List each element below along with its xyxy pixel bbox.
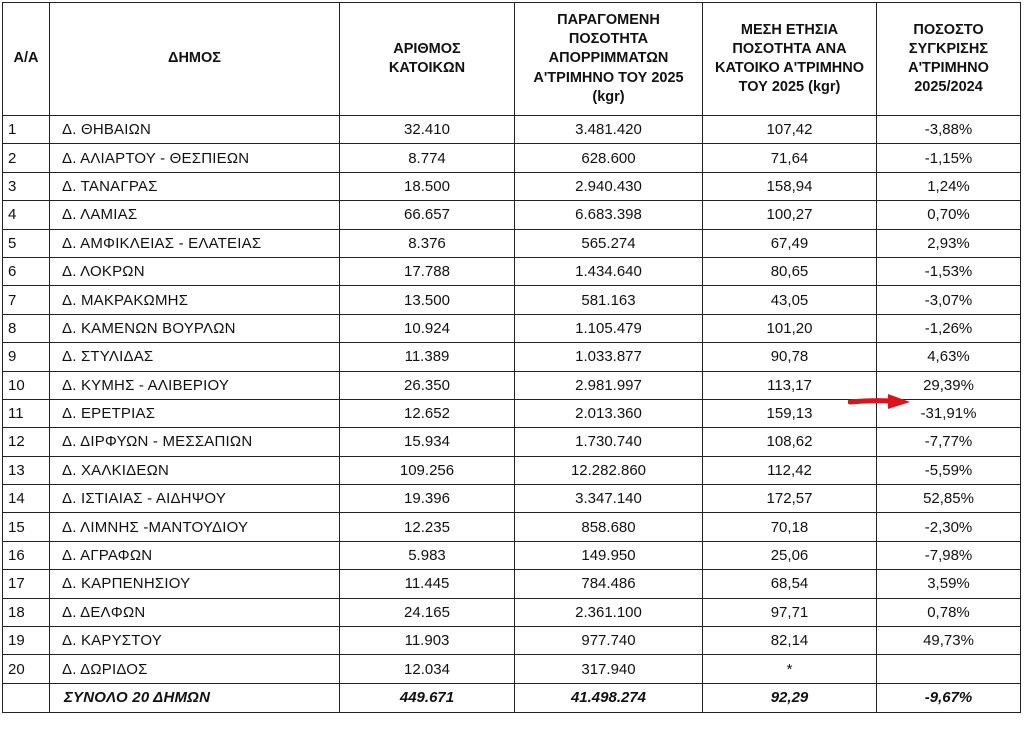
table-row	[3, 485, 1021, 513]
table-row	[3, 343, 1021, 371]
cell-pososto: -5,59%	[877, 456, 1021, 484]
cell-posotita: 565.274	[515, 229, 703, 257]
header-posotita: ΠΑΡΑΓΟΜΕΝΗ ΠΟΣΟΤΗΤΑ ΑΠΟΡΡΙΜΜΑΤΩΝ Α'ΤΡΙΜΗΝΟ ΤΟΥ 2025 (kgr)	[515, 3, 703, 116]
cell-posotita: 2.981.997	[515, 371, 703, 399]
header-pososto: ΠΟΣΟΣΤΟ ΣΥΓΚΡΙΣΗΣ Α'ΤΡΙΜΗΝΟ 2025/2024	[877, 3, 1021, 116]
cell-pososto: -7,77%	[877, 428, 1021, 456]
cell-aa: 5	[3, 229, 50, 257]
cell-aa: 4	[3, 201, 50, 229]
cell-dimos: Δ. ΤΑΝΑΓΡΑΣ	[50, 172, 340, 200]
cell-pososto: -1,15%	[877, 144, 1021, 172]
cell-aa: 9	[3, 343, 50, 371]
cell-dimos: Δ. ΛΟΚΡΩΝ	[50, 257, 340, 285]
cell-posotita: 581.163	[515, 286, 703, 314]
cell-pososto: 29,39%	[877, 371, 1021, 399]
cell-dimos: Δ. ΘΗΒΑΙΩΝ	[50, 116, 340, 144]
cell-pososto: -3,07%	[877, 286, 1021, 314]
cell-dimos: Δ. ΔΕΛΦΩΝ	[50, 598, 340, 626]
cell-posotita: 2.940.430	[515, 172, 703, 200]
cell-dimos: Δ. ΣΤΥΛΙΔΑΣ	[50, 343, 340, 371]
cell-mesi: 68,54	[703, 570, 877, 598]
cell-katoikoi: 11.389	[340, 343, 515, 371]
total-posotita: 41.498.274	[515, 683, 703, 712]
cell-dimos: Δ. ΑΓΡΑΦΩΝ	[50, 541, 340, 569]
header-mesi: ΜΕΣΗ ΕΤΗΣΙΑ ΠΟΣΟΤΗΤΑ ΑΝΑ ΚΑΤΟΙΚΟ Α'ΤΡΙΜΗΝΟ ΤΟΥ 2025 (kgr)	[703, 3, 877, 116]
cell-mesi: 25,06	[703, 541, 877, 569]
header-aa: Α/Α	[3, 3, 50, 116]
total-row	[3, 683, 1021, 712]
cell-dimos: Δ. ΧΑΛΚΙΔΕΩΝ	[50, 456, 340, 484]
cell-katoikoi: 18.500	[340, 172, 515, 200]
cell-pososto: 3,59%	[877, 570, 1021, 598]
cell-katoikoi: 12.652	[340, 399, 515, 427]
red-arrow-right-icon	[848, 392, 912, 412]
cell-aa: 10	[3, 371, 50, 399]
cell-aa: 15	[3, 513, 50, 541]
cell-aa: 7	[3, 286, 50, 314]
table-row	[3, 627, 1021, 655]
cell-aa: 3	[3, 172, 50, 200]
cell-dimos: Δ. ΙΣΤΙΑΙΑΣ - ΑΙΔΗΨΟΥ	[50, 485, 340, 513]
cell-mesi: 82,14	[703, 627, 877, 655]
cell-katoikoi: 24.165	[340, 598, 515, 626]
cell-mesi: 80,65	[703, 257, 877, 285]
cell-aa: 18	[3, 598, 50, 626]
cell-katoikoi: 15.934	[340, 428, 515, 456]
cell-mesi: *	[703, 655, 877, 683]
table-row	[3, 456, 1021, 484]
cell-aa: 6	[3, 257, 50, 285]
cell-posotita: 3.347.140	[515, 485, 703, 513]
table-row	[3, 286, 1021, 314]
cell-posotita: 317.940	[515, 655, 703, 683]
cell-pososto: 4,63%	[877, 343, 1021, 371]
cell-dimos: Δ. ΑΜΦΙΚΛΕΙΑΣ - ΕΛΑΤΕΙΑΣ	[50, 229, 340, 257]
cell-pososto	[877, 655, 1021, 683]
cell-pososto: -7,98%	[877, 541, 1021, 569]
cell-mesi: 158,94	[703, 172, 877, 200]
cell-aa: 20	[3, 655, 50, 683]
cell-pososto: 49,73%	[877, 627, 1021, 655]
table-row	[3, 655, 1021, 683]
cell-posotita: 149.950	[515, 541, 703, 569]
table-row	[3, 428, 1021, 456]
cell-pososto: -31,91%	[877, 399, 1021, 427]
cell-aa: 13	[3, 456, 50, 484]
waste-statistics-table	[2, 2, 1021, 713]
cell-katoikoi: 8.774	[340, 144, 515, 172]
cell-mesi: 107,42	[703, 116, 877, 144]
cell-dimos: Δ. ΚΑΡΠΕΝΗΣΙΟΥ	[50, 570, 340, 598]
cell-posotita: 1.105.479	[515, 314, 703, 342]
table-row	[3, 172, 1021, 200]
table-row	[3, 201, 1021, 229]
cell-katoikoi: 11.903	[340, 627, 515, 655]
cell-posotita: 1.434.640	[515, 257, 703, 285]
cell-dimos: Δ. ΔΙΡΦΥΩΝ - ΜΕΣΣΑΠΙΩΝ	[50, 428, 340, 456]
table-row	[3, 598, 1021, 626]
cell-pososto: -3,88%	[877, 116, 1021, 144]
cell-katoikoi: 11.445	[340, 570, 515, 598]
table-row	[3, 541, 1021, 569]
cell-dimos: Δ. ΚΑΜΕΝΩΝ ΒΟΥΡΛΩΝ	[50, 314, 340, 342]
cell-aa: 8	[3, 314, 50, 342]
cell-aa: 19	[3, 627, 50, 655]
cell-aa: 12	[3, 428, 50, 456]
cell-mesi: 113,17	[703, 371, 877, 399]
cell-pososto: 0,70%	[877, 201, 1021, 229]
cell-posotita: 628.600	[515, 144, 703, 172]
header-row	[3, 3, 1021, 116]
cell-posotita: 1.730.740	[515, 428, 703, 456]
cell-posotita: 977.740	[515, 627, 703, 655]
cell-dimos: Δ. ΔΩΡΙΔΟΣ	[50, 655, 340, 683]
table-wrapper	[2, 2, 1021, 713]
cell-pososto: 1,24%	[877, 172, 1021, 200]
cell-posotita: 858.680	[515, 513, 703, 541]
header-katoikoi: ΑΡΙΘΜΟΣ ΚΑΤΟΙΚΩΝ	[340, 3, 515, 116]
cell-aa: 16	[3, 541, 50, 569]
cell-aa: 2	[3, 144, 50, 172]
table-row	[3, 570, 1021, 598]
cell-pososto: 2,93%	[877, 229, 1021, 257]
cell-dimos: Δ. ΕΡΕΤΡΙΑΣ	[50, 399, 340, 427]
cell-pososto: -1,53%	[877, 257, 1021, 285]
cell-pososto: 0,78%	[877, 598, 1021, 626]
cell-mesi: 97,71	[703, 598, 877, 626]
cell-dimos: Δ. ΚΑΡΥΣΤΟΥ	[50, 627, 340, 655]
table-row	[3, 229, 1021, 257]
cell-katoikoi: 32.410	[340, 116, 515, 144]
cell-mesi: 90,78	[703, 343, 877, 371]
cell-dimos: Δ. ΛΙΜΝΗΣ -ΜΑΝΤΟΥΔΙΟΥ	[50, 513, 340, 541]
table-row	[3, 257, 1021, 285]
cell-posotita: 6.683.398	[515, 201, 703, 229]
cell-aa: 1	[3, 116, 50, 144]
cell-dimos: Δ. ΑΛΙΑΡΤΟΥ - ΘΕΣΠΙΕΩΝ	[50, 144, 340, 172]
cell-mesi: 108,62	[703, 428, 877, 456]
cell-dimos: Δ. ΛΑΜΙΑΣ	[50, 201, 340, 229]
cell-katoikoi: 109.256	[340, 456, 515, 484]
cell-mesi: 100,27	[703, 201, 877, 229]
cell-mesi: 159,13	[703, 399, 877, 427]
table-row	[3, 116, 1021, 144]
cell-posotita: 784.486	[515, 570, 703, 598]
cell-katoikoi: 19.396	[340, 485, 515, 513]
cell-katoikoi: 26.350	[340, 371, 515, 399]
header-dimos: ΔΗΜΟΣ	[50, 3, 340, 116]
cell-dimos: Δ. ΜΑΚΡΑΚΩΜΗΣ	[50, 286, 340, 314]
cell-mesi: 70,18	[703, 513, 877, 541]
cell-katoikoi: 17.788	[340, 257, 515, 285]
cell-aa: 17	[3, 570, 50, 598]
table-row	[3, 513, 1021, 541]
cell-katoikoi: 12.235	[340, 513, 515, 541]
cell-katoikoi: 12.034	[340, 655, 515, 683]
cell-mesi: 101,20	[703, 314, 877, 342]
total-katoikoi: 449.671	[340, 683, 515, 712]
cell-pososto: -1,26%	[877, 314, 1021, 342]
cell-katoikoi: 5.983	[340, 541, 515, 569]
cell-mesi: 172,57	[703, 485, 877, 513]
cell-katoikoi: 66.657	[340, 201, 515, 229]
total-pososto: -9,67%	[877, 683, 1021, 712]
cell-mesi: 71,64	[703, 144, 877, 172]
cell-mesi: 43,05	[703, 286, 877, 314]
total-aa	[3, 683, 50, 712]
cell-pososto: 52,85%	[877, 485, 1021, 513]
cell-katoikoi: 8.376	[340, 229, 515, 257]
cell-posotita: 12.282.860	[515, 456, 703, 484]
table-row	[3, 314, 1021, 342]
table-row	[3, 144, 1021, 172]
total-mesi: 92,29	[703, 683, 877, 712]
cell-katoikoi: 10.924	[340, 314, 515, 342]
table-body	[3, 116, 1021, 713]
cell-posotita: 2.013.360	[515, 399, 703, 427]
total-dimos: ΣΥΝΟΛΟ 20 ΔΗΜΩΝ	[50, 683, 340, 712]
cell-katoikoi: 13.500	[340, 286, 515, 314]
cell-mesi: 112,42	[703, 456, 877, 484]
cell-aa: 14	[3, 485, 50, 513]
cell-dimos: Δ. ΚΥΜΗΣ - ΑΛΙΒΕΡΙΟΥ	[50, 371, 340, 399]
cell-posotita: 1.033.877	[515, 343, 703, 371]
cell-mesi: 67,49	[703, 229, 877, 257]
cell-posotita: 2.361.100	[515, 598, 703, 626]
cell-posotita: 3.481.420	[515, 116, 703, 144]
cell-aa: 11	[3, 399, 50, 427]
cell-pososto: -2,30%	[877, 513, 1021, 541]
